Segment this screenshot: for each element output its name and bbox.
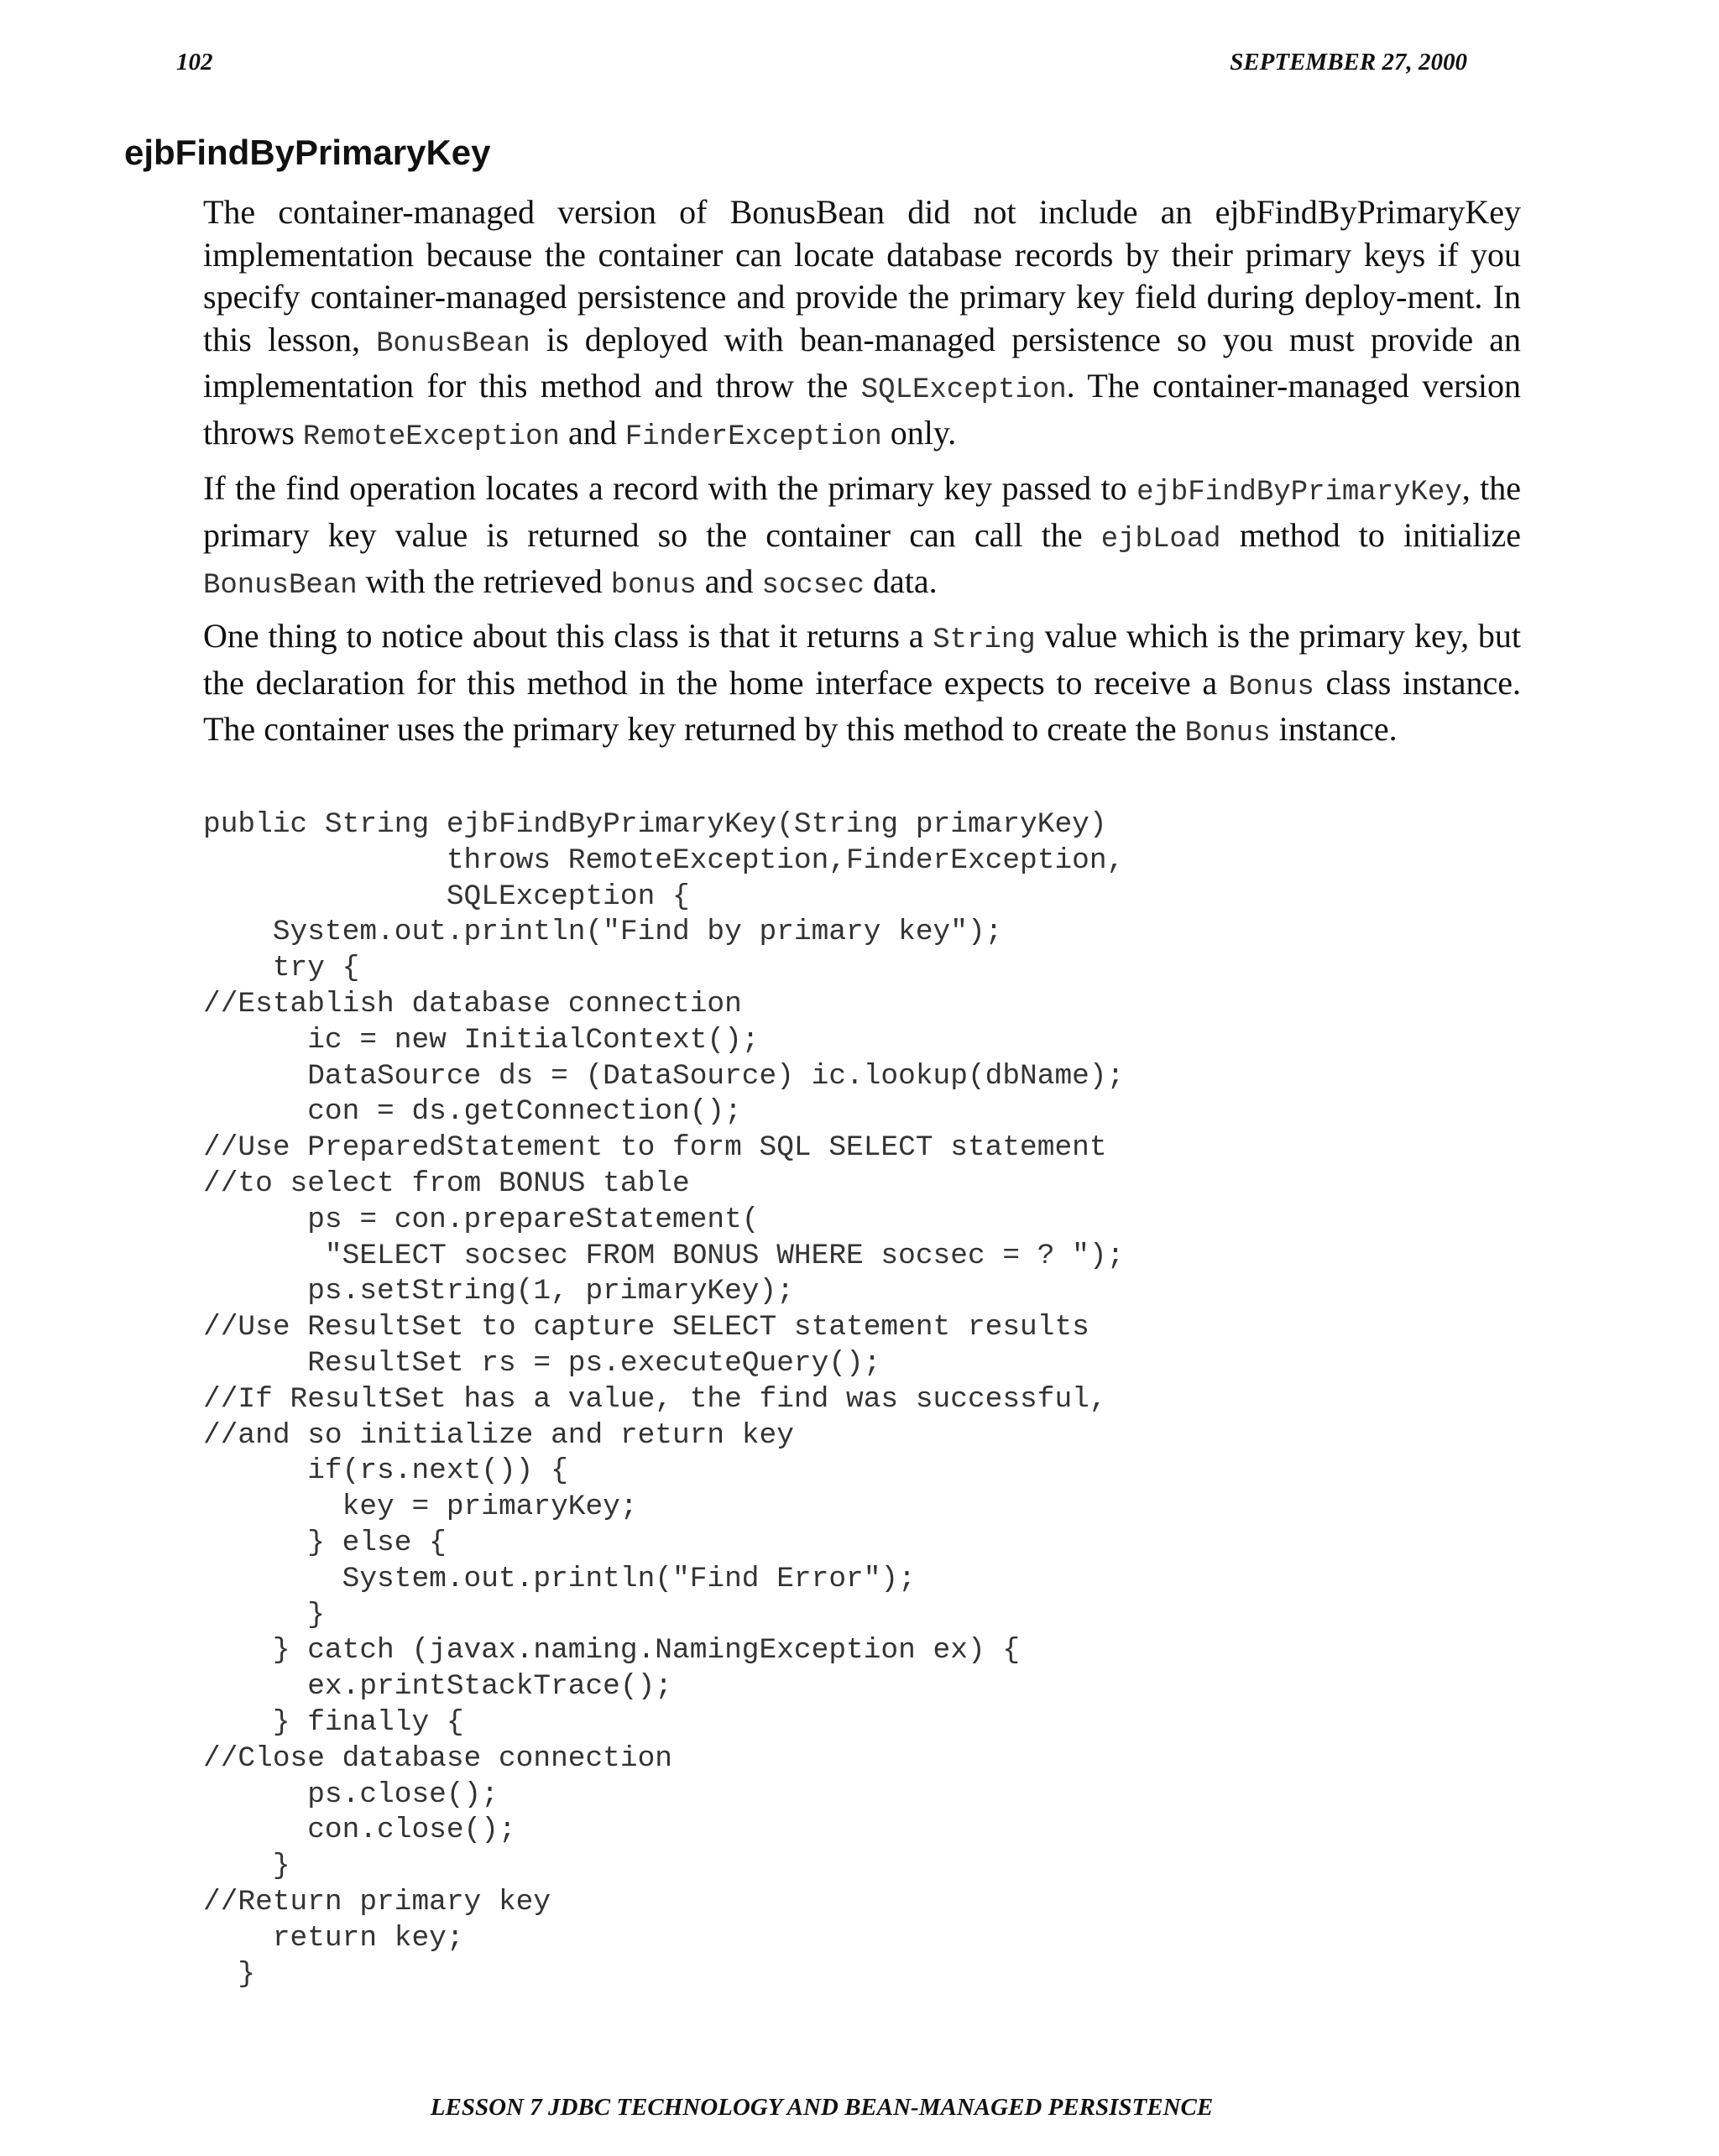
code-listing: public String ejbFindByPrimaryKey(String primaryKey) throws RemoteException,FinderException, SQLException { System.out.println("Find by primary key"); try { //Establish database connection ic = new InitialContext(); DataSource ds = (DataSource) ic.lookup(dbName); con = ds.getConnection(); //Use PreparedStatement to form SQL SELECT statement //to select from BONUS table ps = con.prepareStatement( "SELECT socsec FROM BONUS WHERE socsec = ? "); ps.setString(1, primaryKey); //Use ResultSet to capture SELECT statement results ResultSet rs = ps.executeQuery(); //If ResultSet has a value, the find was successful, //and so initialize and return key if(rs.next()) { key = primaryKey; } else { System.out.println("Find Error"); } } catch (javax.naming.NamingException ex) { ex.printStackTrace(); } finally { //Close database connection ps.close(); con.close(); } //Return primary key return key; } bbox=[203, 808, 1125, 1991]
paragraph-text: method to initialize bbox=[1220, 515, 1521, 554]
inline-code: SQLException bbox=[860, 374, 1067, 406]
paragraph-text: If the find operation locates a record with the primary key passed to bbox=[203, 469, 1137, 507]
inline-code: FinderException bbox=[624, 420, 882, 453]
inline-code: socsec bbox=[761, 570, 865, 602]
paragraph-text: One thing to notice about this class is that it returns a bbox=[203, 617, 933, 655]
page-number: 102 bbox=[176, 49, 213, 76]
inline-code: BonusBean bbox=[376, 327, 530, 360]
paragraph-text: with the retrieved bbox=[357, 562, 611, 600]
paragraph-text: and bbox=[559, 413, 625, 452]
inline-code: ejbLoad bbox=[1100, 523, 1221, 556]
inline-code: ejbFindByPrimaryKey bbox=[1136, 477, 1462, 509]
paragraph-text: only. bbox=[881, 413, 957, 452]
paragraph-container-managed bbox=[203, 191, 1521, 458]
inline-code: RemoteException bbox=[302, 420, 560, 453]
inline-code: Bonus bbox=[1184, 718, 1271, 749]
inline-code: Bonus bbox=[1228, 671, 1314, 703]
inline-code: String bbox=[933, 624, 1036, 656]
paragraph-return-value bbox=[203, 615, 1521, 755]
paragraph-text: and bbox=[696, 562, 762, 600]
paragraph-text: The container-managed version of BonusBean did not include an ejbFindByPrimaryKey implementation because the container can locate database records by their primary keys if you specify container-managed persistence and provide the primary key field during deploy-ment. In this lesson, bbox=[203, 193, 1521, 358]
inline-code: BonusBean bbox=[203, 570, 358, 602]
paragraph-text: is deployed with bean-managed persistence so you must provide an implementation for this method and throw the bbox=[203, 320, 1521, 405]
paragraph-text: class instance. The container uses the primary key returned by this method to create the bbox=[203, 663, 1521, 748]
paragraph-text: . The container-managed version throws bbox=[203, 367, 1521, 452]
header-date: SEPTEMBER 27, 2000 bbox=[1230, 49, 1467, 76]
paragraph-text: value which is the primary key, but the declaration for this method in the home interface expects to receive a bbox=[203, 617, 1522, 702]
paragraph-text: , the primary key value is returned so the container can call the bbox=[203, 469, 1522, 554]
paragraph-text: data. bbox=[864, 562, 938, 600]
inline-code: bonus bbox=[610, 570, 697, 602]
paragraph-text: instance. bbox=[1270, 710, 1398, 748]
page-footer: LESSON 7 JDBC TECHNOLOGY AND BEAN-MANAGED PERSISTENCE bbox=[430, 2094, 1214, 2121]
paragraph-find-operation bbox=[203, 467, 1521, 608]
section-heading: ejbFindByPrimaryKey bbox=[124, 133, 491, 172]
